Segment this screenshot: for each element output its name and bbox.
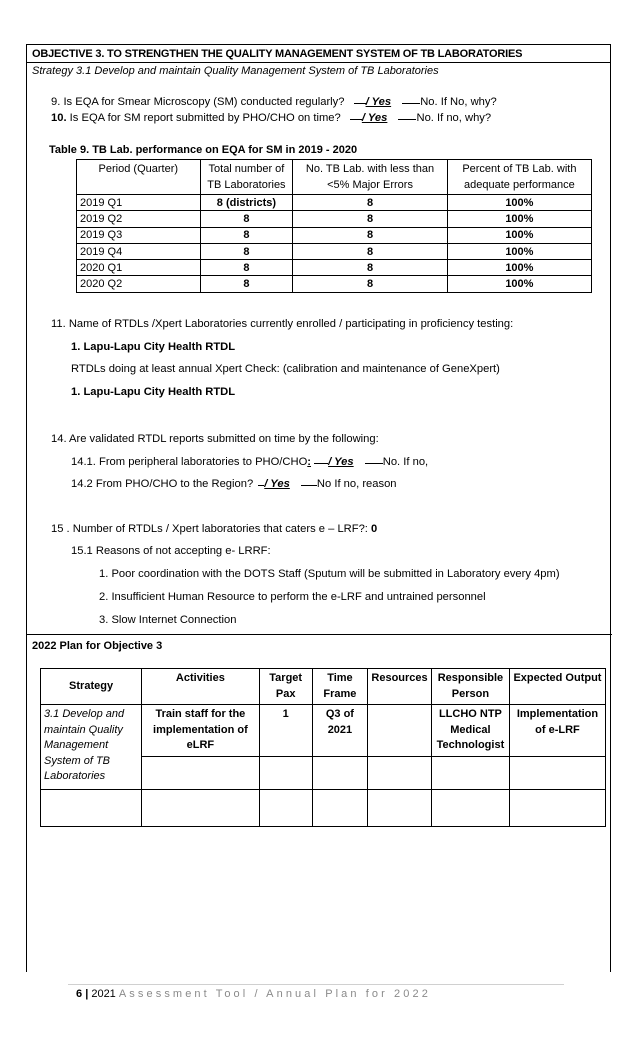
underline [350,119,362,120]
empty-cell [312,789,367,826]
question-9 [51,96,497,108]
plan-title: 2022 Plan for Objective 3 [32,640,163,652]
section-divider [26,634,612,635]
cell-total: 8 (districts) [200,195,293,211]
question-10-number: 10. [51,112,67,124]
question-14-2-no: No If no, reason [316,478,397,490]
question-9-no: No. If No, why? [420,96,497,108]
cell-strategy: 3.1 Develop and maintain Quality Management System of TB Laboratories [41,705,142,790]
question-11: 11. Name of RTDLs /Xpert Laboratories currently enrolled / participating in proficiency testing: [51,318,514,330]
footer-separator: | [85,988,89,1000]
footer [76,988,431,1000]
question-14-1-no: No. If no, [382,456,429,468]
empty-cell [41,789,142,826]
footer-divider [68,984,564,985]
header-resources: Resources [368,669,432,705]
table-row [77,243,592,259]
document-page [26,44,611,972]
cell-percent: 100% [447,195,591,211]
cell-percent: 100% [447,276,591,292]
cell-activity: Train staff for the implementation of eLRF [142,705,260,757]
question-14-2 [71,478,397,490]
header-output: Expected Output [509,669,605,705]
empty-cell [368,756,432,789]
page-number: 6 [76,988,83,1000]
table-9-header-row [77,160,592,195]
header-total: Total number of TB Laboratories [200,160,293,195]
cell-errors: 8 [293,243,448,259]
underline [301,485,317,486]
table-9 [76,159,592,293]
cell-output: Implementation of e-LRF [509,705,605,757]
cell-period: 2019 Q1 [77,195,201,211]
empty-cell [259,789,312,826]
cell-percent: 100% [447,260,591,276]
empty-cell [509,756,605,789]
question-14-1-text: 14.1. From peripheral laboratories to PHO/CHO [71,456,308,468]
question-10-text: Is EQA for SM report submitted by PHO/CHO on time? [66,112,341,124]
empty-cell [509,789,605,826]
header-time-frame: Time Frame [312,669,367,705]
question-10-answer: / Yes [361,112,388,124]
cell-errors: 8 [293,260,448,276]
cell-errors: 8 [293,276,448,292]
table-row [41,705,606,757]
header-errors: No. TB Lab. with less than <5% Major Errors [293,160,448,195]
empty-cell [368,789,432,826]
cell-percent: 100% [447,227,591,243]
reason-item: 1. Poor coordination with the DOTS Staff (Sputum will be submitted in Laboratory every 4pm) [99,568,560,580]
underline [398,119,416,120]
cell-period: 2019 Q2 [77,211,201,227]
header-activities: Activities [142,669,260,705]
cell-errors: 8 [293,211,448,227]
colon: : [307,456,312,468]
table-row [77,195,592,211]
question-9-text: 9. Is EQA for Smear Microscopy (SM) conducted regularly? [51,96,345,108]
cell-percent: 100% [447,211,591,227]
underline [314,463,328,464]
underline [402,103,420,104]
cell-total: 8 [200,211,293,227]
question-14-2-answer: / Yes [264,478,290,490]
cell-resources [368,705,432,757]
cell-period: 2020 Q2 [77,276,201,292]
empty-cell [142,756,260,789]
cell-total: 8 [200,227,293,243]
question-14-1 [71,456,428,468]
table-row [77,276,592,292]
question-11-item-2: 1. Lapu-Lapu City Health RTDL [71,386,236,398]
strategy-line: Strategy 3.1 Develop and maintain Quality Management System of TB Laboratories [32,65,439,77]
cell-period: 2019 Q3 [77,227,201,243]
footer-text: Assessment Tool / Annual Plan for 2022 [118,988,431,1000]
cell-period: 2019 Q4 [77,243,201,259]
question-15-value: 0 [371,523,378,535]
question-15-text: 15 . Number of RTDLs / Xpert laboratories that caters e – LRF?: [51,523,372,535]
header-responsible: Responsible Person [431,669,509,705]
header-target-pax: Target Pax [259,669,312,705]
reason-item: 2. Insufficient Human Resource to perform the e-LRF and untrained personnel [99,591,486,603]
empty-cell [431,789,509,826]
question-11-item: 1. Lapu-Lapu City Health RTDL [71,341,236,353]
plan-header-row [41,669,606,705]
table-row [77,260,592,276]
cell-percent: 100% [447,243,591,259]
cell-total: 8 [200,276,293,292]
question-14-1-answer: / Yes [328,456,354,468]
cell-target: 1 [259,705,312,757]
question-10 [51,112,491,124]
header-period: Period (Quarter) [77,160,201,195]
question-10-no: No. If no, why? [416,112,492,124]
empty-cell [312,756,367,789]
question-9-answer: / Yes [365,96,392,108]
cell-period: 2020 Q1 [77,260,201,276]
cell-total: 8 [200,243,293,259]
cell-responsible: LLCHO NTP Medical Technologist [431,705,509,757]
underline [354,103,366,104]
cell-errors: 8 [293,195,448,211]
footer-year: 2021 [91,988,116,1000]
table-row [41,789,606,826]
question-15-1: 15.1 Reasons of not accepting e- LRRF: [71,545,271,557]
plan-table [40,668,606,827]
question-14-2-text: 14.2 From PHO/CHO to the Region? [71,478,254,490]
question-11-xpert: RTDLs doing at least annual Xpert Check: (calibration and maintenance of GeneXpert) [71,363,500,375]
question-15 [51,523,377,535]
table-9-title: Table 9. TB Lab. performance on EQA for SM in 2019 - 2020 [49,144,358,156]
empty-cell [142,789,260,826]
table-row [77,211,592,227]
table-row [77,227,592,243]
objective-heading: OBJECTIVE 3. TO STRENGTHEN THE QUALITY MANAGEMENT SYSTEM OF TB LABORATORIES [27,45,610,63]
question-14: 14. Are validated RTDL reports submitted on time by the following: [51,433,379,445]
reason-item: 3. Slow Internet Connection [99,614,237,626]
empty-cell [431,756,509,789]
cell-errors: 8 [293,227,448,243]
header-strategy: Strategy [41,669,142,705]
cell-time: Q3 of 2021 [312,705,367,757]
header-percent: Percent of TB Lab. with adequate performance [447,160,591,195]
underline [365,463,383,464]
cell-total: 8 [200,260,293,276]
empty-cell [259,756,312,789]
